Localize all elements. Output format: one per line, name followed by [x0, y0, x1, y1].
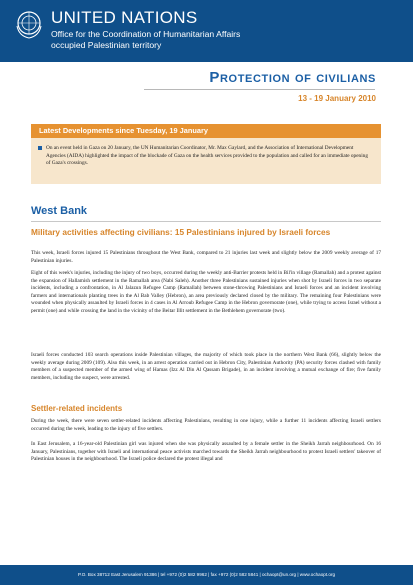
org-line-2: occupied Palestinian territory [51, 40, 162, 50]
title-divider [144, 89, 375, 90]
section-subhead: Military activities affecting civilians: 15 Palestinians injured by Israeli forces [31, 227, 331, 237]
bullet-icon [38, 146, 42, 150]
org-line-1: Office for the Coordination of Humanitarian Affairs [51, 29, 241, 39]
latest-heading-text: Latest Developments since Tuesday, 19 January [39, 126, 208, 135]
section-title: West Bank [31, 205, 88, 217]
section-divider [31, 221, 381, 222]
latest-item: On an event held in Gaza on 20 January, the UN Humanitarian Coordinator, Mr. Max Gaylard, and the Association of International Development Agencies (AIDA) highlighted the impact of the blockade of Gaza on the health services provided to the population and called for an immediate opening of Gaza's crossings. [46, 145, 368, 167]
paragraph: During the week, there were seven settler-related incidents affecting Palestinians, resulting in one injury, while a further 11 incidents affecting Israeli settlers occurred during the week, leading to the injury of five settlers. [31, 418, 381, 432]
paragraph: Israeli forces conducted 103 search operations inside Palestinian villages, the majority of which took place in the northern West Bank (66), slightly below the weekly average during 2009 (109). Also this week, in an arrest operation carried out in Hebron City, Palestinian Authority (PA) security forces clashed with family members of a suspected member of the armed wing of Hamas (Izz Al Din Al Qassam Brigade), in an incident involving a mutual exchange of fire; five family members, including the suspect, were arrested. [31, 352, 381, 381]
paragraph: This week, Israeli forces injured 15 Palestinians throughout the West Bank, compared to 21 injuries last week and slightly below the 2009 weekly average of 17 Palestinian injuries. [31, 250, 381, 264]
un-emblem-icon [13, 8, 45, 40]
report-title: Protection of civilians [209, 69, 376, 86]
org-subtitle [51, 29, 240, 51]
report-date: 13 - 19 January 2010 [298, 94, 376, 103]
org-name: UNITED NATIONS [51, 8, 198, 27]
paragraph: Eight of this week's injuries, including the injury of two boys, occurred during the weekly anti-Barrier protests held in Bil'in village (Ramallah) and a protest against the expansion of Hallamish settlement in the Ramallah area (Nabi Saleh). Another three Palestinians sustained injuries when shot by Israeli forces in two separate incidents, including a confrontation, in Al Jalazun Refugee Camp (Ramallah) between stone-throwing Palestinians and Israeli forces and an incident involving farmers and internationals planting trees in the Al Bab Valley (Hebron), an area previously declared closed by the military. The remaining four Palestinians were wounded when physically assaulted by Israeli forces in 4 cases in Al Arroub Refugee Camp in the Hebron governorate (one), while trying to access Israel without a permit (one) and while crossing the land in the vicinity of the Beitar Illit settlement in the Bethlehem governorate (two). [31, 270, 381, 314]
latest-developments-heading [31, 124, 381, 138]
header-banner [0, 0, 413, 62]
footer-contact: P.O. Box 38712 East Jerusalem 91386 | tel +972 (0)2 582 9962 | fax +972 (0)2 582 5841 | ochaopt@un.org | www.ochaopt.org [0, 565, 413, 585]
settler-incidents-subhead: Settler-related incidents [31, 404, 123, 413]
paragraph: In East Jerusalem, a 16-year-old Palestinian girl was injured when she was physically assaulted by a female settler in the Sheikh Jarrah neighbourhood. On 16 January, Palestinians, together with Israeli and international peace activists marched towards the Sheikh Jarrah neighbourhood to protest Israeli settlers' takeover of Palestinian houses in the neighbourhood. The Israeli police declared the protest illegal and [31, 441, 381, 463]
